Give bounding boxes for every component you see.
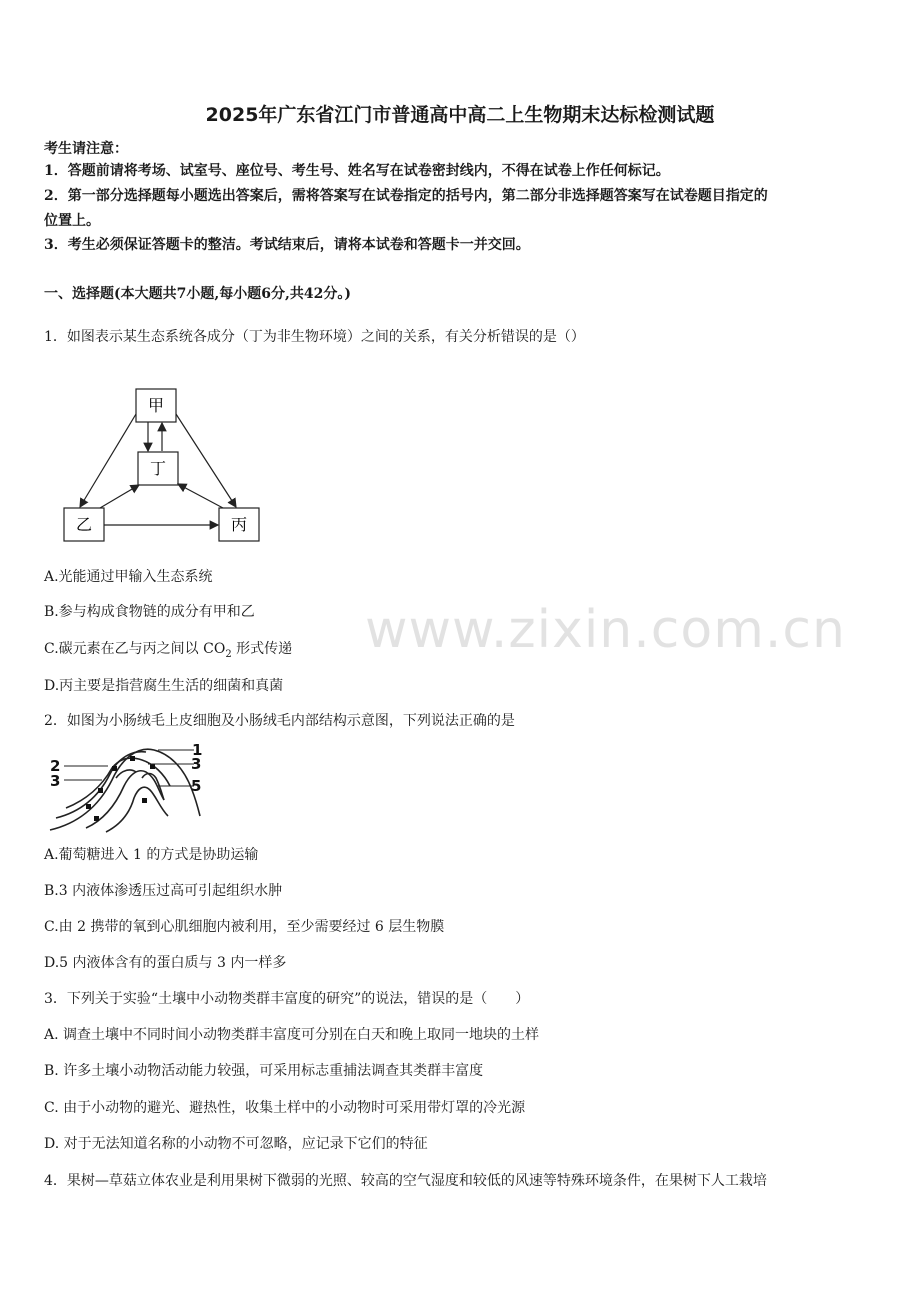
q3-option-b: B. 许多土壤小动物活动能力较强，可采用标志重捕法调查其类群丰富度: [44, 1063, 484, 1079]
label-jia: 甲: [147, 396, 165, 415]
villus-outline: [50, 749, 200, 832]
q3-option-c: C. 由于小动物的避光、避热性，收集土样中的小动物时可采用带灯罩的冷光源: [44, 1100, 526, 1116]
q1-option-c-suffix: 形式传递: [231, 641, 293, 657]
q3-option-a: A. 调查土壤中不同时间小动物类群丰富度可分别在白天和晚上取同一地块的土样: [44, 1027, 540, 1043]
notice-item: 位置上。: [44, 213, 100, 229]
ecosystem-diagram: [60, 384, 270, 544]
q1-option-a: A.光能通过甲输入生态系统: [44, 569, 213, 585]
q1-option-b: B.参与构成食物链的成分有甲和乙: [44, 604, 255, 620]
notice-heading: 考生请注意：: [44, 141, 128, 157]
q1-option-c: [44, 638, 292, 660]
box-bing: [219, 508, 259, 541]
arrow-bing-to-ding: [178, 484, 223, 508]
q2-option-b: B.3 内液体渗透压过高可引起组织水肿: [44, 883, 283, 899]
question-1-stem: 1．如图表示某生态系统各成分（丁为非生物环境）之间的关系，有关分析错误的是（）: [44, 329, 585, 345]
arrow-jia-to-yi: [80, 414, 136, 507]
q1-option-c-subscript: 2: [225, 648, 232, 660]
label-3: 3: [50, 772, 61, 790]
q2-option-a: A.葡萄糖进入 1 的方式是协助运输: [44, 847, 259, 863]
label-bing: 丙: [230, 515, 248, 534]
label-4: 3: [191, 755, 202, 773]
label-1: 1: [192, 741, 203, 759]
label-ding: 丁: [149, 459, 167, 478]
page-title: 2025年广东省江门市普通高中高二上生物期末达标检测试题: [205, 104, 715, 126]
arrow-jia-to-bing: [176, 414, 236, 507]
q1-option-c-text: C.碳元素在乙与丙之间以 CO: [44, 641, 226, 657]
label-yi: 乙: [75, 515, 93, 534]
villus-diagram: [46, 738, 216, 834]
question-2-stem: 2．如图为小肠绒毛上皮细胞及小肠绒毛内部结构示意图，下列说法正确的是: [44, 713, 515, 729]
notice-item: 1．答题前请将考场、试室号、座位号、考生号、姓名写在试卷密封线内，不得在试卷上作任何标记。: [44, 163, 670, 179]
box-yi: [64, 508, 104, 541]
notice-item: 2．第一部分选择题每小题选出答案后，需将答案写在试卷指定的括号内，第二部分非选择题答案写在试卷题目指定的: [44, 188, 768, 204]
arrow-yi-to-ding: [100, 485, 139, 508]
label-2: 2: [50, 757, 61, 775]
notice-item: 3．考生必须保证答题卡的整洁。考试结束后，请将本试卷和答题卡一并交回。: [44, 237, 530, 253]
watermark: www.zixin.com.cn: [365, 600, 846, 660]
question-3-stem: 3．下列关于实验“土壤中小动物类群丰富度的研究”的说法，错误的是（ ）: [44, 991, 530, 1007]
question-4-stem: 4．果树—草菇立体农业是利用果树下微弱的光照、较高的空气湿度和较低的风速等特殊环境条件，在果树下人工栽培: [44, 1173, 767, 1189]
section-heading: 一、选择题(本大题共7小题,每小题6分,共42分。): [44, 286, 351, 302]
q3-option-d: D. 对于无法知道名称的小动物不可忽略，应记录下它们的特征: [44, 1136, 428, 1152]
box-ding: [138, 452, 178, 485]
q1-option-d: D.丙主要是指营腐生生活的细菌和真菌: [44, 678, 284, 694]
q2-option-d: D.5 内液体含有的蛋白质与 3 内一样多: [44, 955, 287, 971]
q2-option-c: C.由 2 携带的氧到心肌细胞内被利用，至少需要经过 6 层生物膜: [44, 919, 445, 935]
label-5: 5: [191, 777, 202, 795]
box-jia: [136, 389, 176, 422]
